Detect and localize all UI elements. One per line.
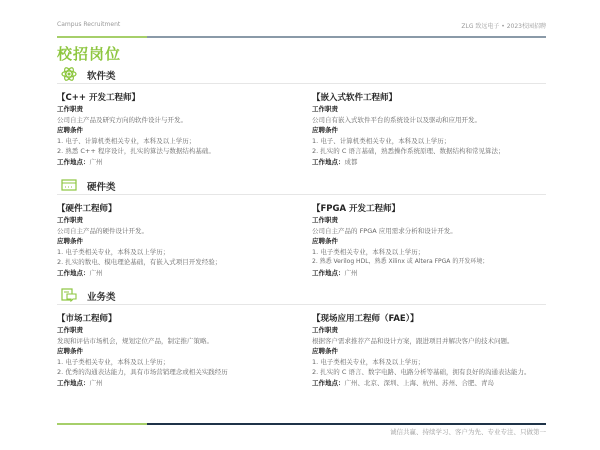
header-right: ZLG 致远电子 • 2023校园招聘 <box>461 23 546 30</box>
duty-text: 公司自有嵌入式软件平台的系统设计以及驱动和应用开发。 <box>312 115 481 124</box>
header-left: Campus Recruitment <box>57 21 121 28</box>
duty-text: 公司自主产品及研究方向的软件设计与开发。 <box>57 115 187 124</box>
job-marketing <box>57 313 293 388</box>
job-title: 【现场应用工程师（FAE）】 <box>312 314 419 324</box>
atom-icon <box>61 67 77 81</box>
req-label: 应聘条件 <box>312 237 338 245</box>
board-icon <box>61 178 77 192</box>
loc-label: 工作地点： <box>57 268 90 277</box>
req-label: 应聘条件 <box>312 347 338 355</box>
duty-text: 根据客户需求推荐产品和设计方案，跟进项目并解决客户的技术问题。 <box>312 336 514 345</box>
req-item: 1. 电子、计算机类相关专业，本科及以上学历； <box>57 136 196 145</box>
req-label: 应聘条件 <box>57 126 83 134</box>
loc-label: 工作地点： <box>57 378 90 387</box>
req-item: 1. 电子类相关专业，本科及以上学历； <box>57 357 170 366</box>
page-title: 校招岗位 <box>57 45 122 63</box>
job-title: 【市场工程师】 <box>57 314 117 324</box>
req-item: 1. 电子、计算机类相关专业，本科及以上学历； <box>312 136 451 145</box>
loc-label: 工作地点： <box>57 157 90 166</box>
job-title: 【硬件工程师】 <box>57 204 117 214</box>
loc-label: 工作地点： <box>312 268 345 277</box>
req-item: 1. 电子类相关专业，本科及以上学历； <box>312 357 425 366</box>
duty-label: 工作职责 <box>57 326 83 334</box>
job-hardware <box>57 203 293 278</box>
loc-value: 广州 <box>89 157 103 166</box>
duty-label: 工作职责 <box>312 326 338 334</box>
section-label: 业务类 <box>87 292 116 303</box>
req-item: 2. 优秀的沟通表达能力，具有市场营销理念或相关实践经历 <box>57 368 228 376</box>
req-item: 2. 熟悉 Verilog HDL，熟悉 Xilinx 或 Altera FPGA 的开发环境； <box>312 258 489 265</box>
job-title: 【FPGA 开发工程师】 <box>312 204 401 214</box>
header-divider <box>57 36 546 38</box>
job-title: 【嵌入式软件工程师】 <box>312 93 398 103</box>
duty-label: 工作职责 <box>312 105 338 113</box>
req-item: 2. 扎实的 C 语言基础，熟悉操作系统原理、数据结构和常见算法； <box>312 147 505 155</box>
loc-value: 广州 <box>89 378 103 387</box>
job-title: 【C++ 开发工程师】 <box>57 93 140 103</box>
duty-label: 工作职责 <box>57 105 83 113</box>
job-cpp <box>57 92 293 167</box>
req-item: 1. 电子类相关专业，本科及以上学历； <box>312 247 425 256</box>
req-item: 2. 扎实的数电、模电理论基础，有嵌入式项目开发经验； <box>57 258 222 266</box>
duty-text: 公司自主产品的硬件设计开发。 <box>57 226 148 235</box>
loc-label: 工作地点： <box>312 378 345 387</box>
job-embedded <box>312 92 548 167</box>
req-item: 2. 熟悉 C++ 程序设计，扎实的算法与数据结构基础。 <box>57 147 215 155</box>
section-label: 硬件类 <box>87 182 116 193</box>
req-label: 应聘条件 <box>57 347 83 355</box>
loc-value: 广州 <box>344 268 358 277</box>
loc-value: 广州 <box>89 268 103 277</box>
loc-value: 成都 <box>344 157 358 166</box>
footer-divider <box>57 423 546 425</box>
req-label: 应聘条件 <box>312 126 338 134</box>
job-fae <box>312 313 544 388</box>
chat-icon <box>61 288 77 302</box>
job-fpga <box>312 203 548 278</box>
duty-label: 工作职责 <box>312 216 338 224</box>
loc-value: 广州、北京、深圳、上海、杭州、苏州、合肥、青岛 <box>344 378 494 387</box>
req-item: 2. 扎实的 C 语言、数字电路、电路分析等基础，拥有良好的沟通表达能力。 <box>312 368 531 376</box>
section-label: 软件类 <box>87 71 116 82</box>
section-hardware <box>57 178 546 195</box>
footer-slogan: 诚信共赢、持续学习、客户为先、专业专注、只做第一 <box>390 428 546 436</box>
duty-label: 工作职责 <box>57 216 83 224</box>
duty-text: 发现和评估市场机会，规划定位产品，制定推广策略。 <box>57 336 213 345</box>
section-software <box>57 67 546 84</box>
section-business <box>57 288 546 305</box>
duty-text: 公司自主产品的 FPGA 应用需求分析和设计开发。 <box>312 226 457 235</box>
loc-label: 工作地点： <box>312 157 345 166</box>
req-item: 1. 电子类相关专业，本科及以上学历； <box>57 247 170 256</box>
req-label: 应聘条件 <box>57 237 83 245</box>
